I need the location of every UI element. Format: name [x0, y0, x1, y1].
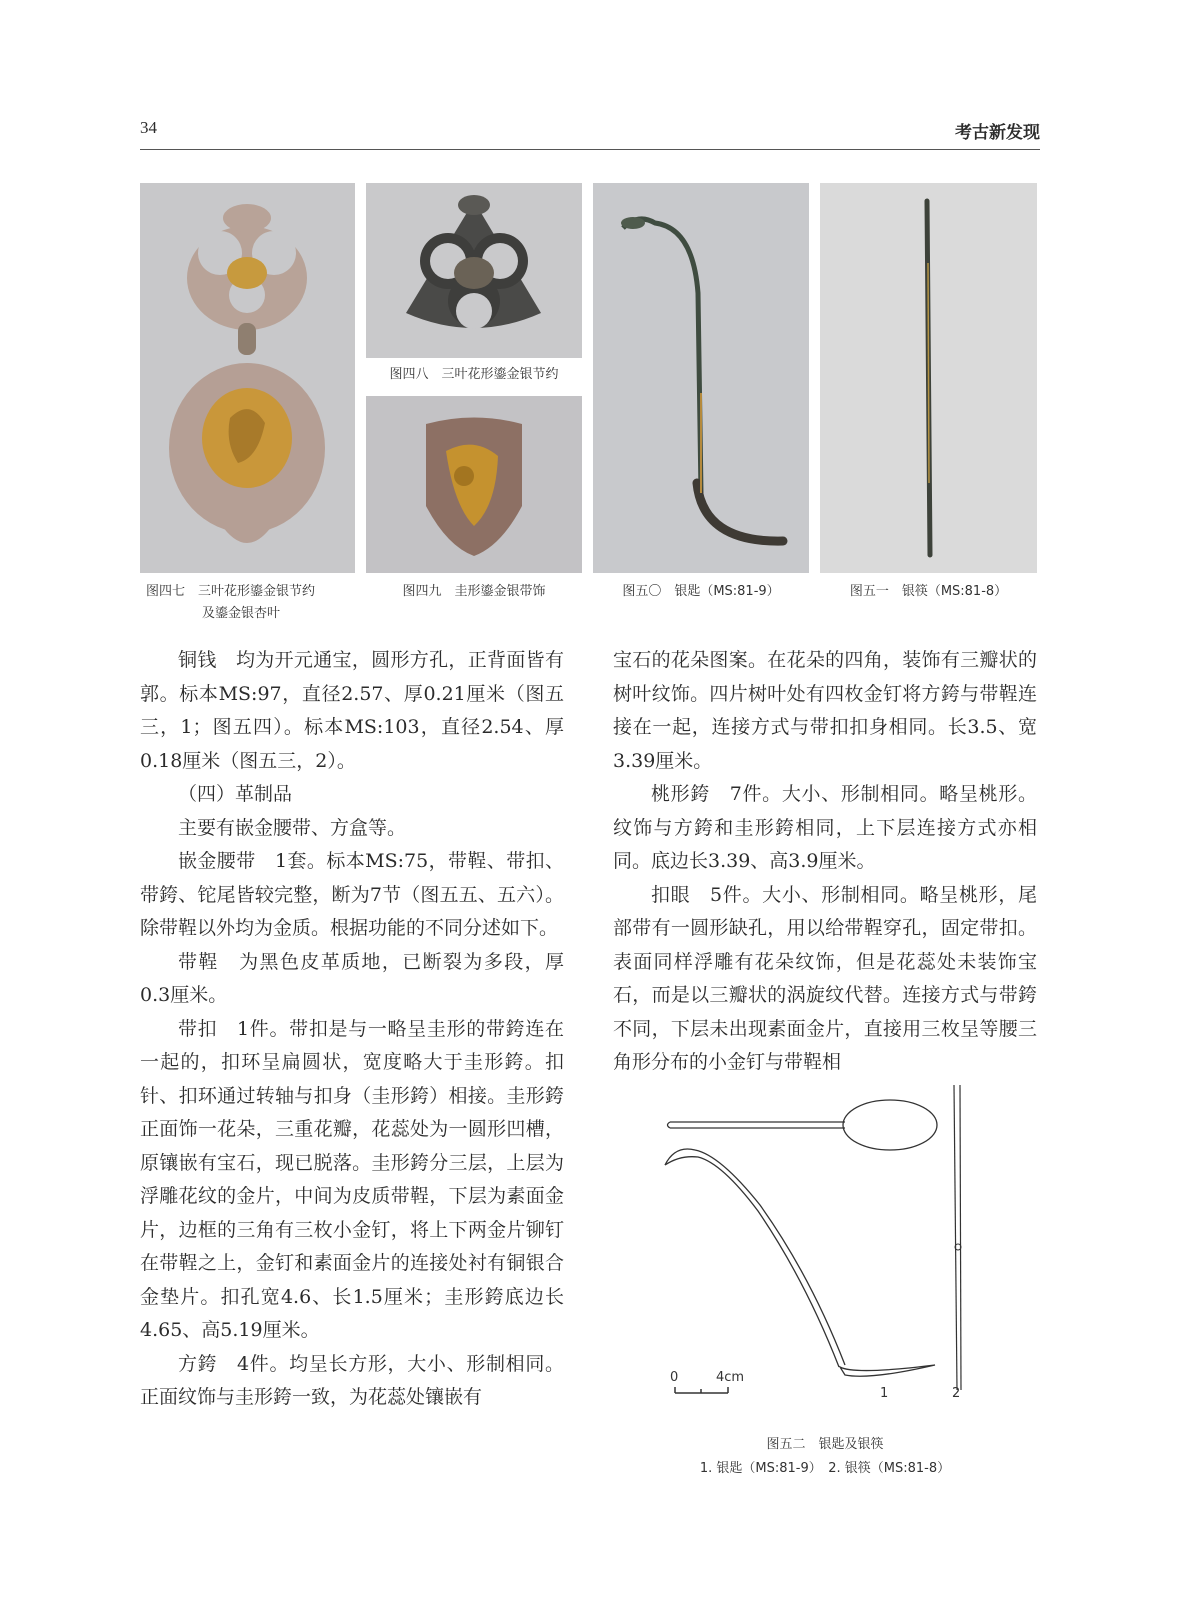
figure-49-caption: 图四九 圭形鎏金银带饰	[402, 584, 546, 599]
left-text-column	[140, 644, 564, 1415]
figure-47-caption-line1: 图四七 三叶花形鎏金银节约	[146, 584, 316, 599]
figure-50-caption: 图五〇 银匙（MS:81-9）	[622, 584, 780, 599]
paragraph-gold-belt: 嵌金腰带 1套。标本MS:75，带鞓、带扣、带銙、铊尾皆较完整，断为7节（图五五、五六）。除带鞓以外均为金质。根据功能的不同分述如下。	[140, 850, 564, 939]
journal-title: 考古新发现	[955, 123, 1040, 143]
paragraph-peach-plaques: 桃形銙 7件。大小、形制相同。略呈桃形。纹饰与方銙和圭形銙相同，上下层连接方式亦相同。底边长3.39、高3.9厘米。	[613, 783, 1037, 872]
gilt-ornament-illustration	[140, 183, 355, 573]
figure-51-caption: 图五一 银筷（MS:81-8）	[849, 584, 1008, 599]
figure-47-caption	[146, 581, 351, 625]
figure-47-photo	[140, 183, 355, 573]
figure-49-photo	[366, 396, 582, 573]
figure-52-title: 图五二 银匙及银筷	[766, 1437, 884, 1452]
paragraph-leather-intro: 主要有嵌金腰带、方盒等。	[178, 816, 407, 839]
paragraph-belt-strap: 带鞓 为黑色皮革质地，已断裂为多段，厚0.3厘米。	[140, 950, 564, 1006]
header-rule	[140, 149, 1040, 150]
drawing-label-2: 2	[952, 1386, 961, 1401]
figure-51-photo	[820, 183, 1037, 573]
figure-52-drawing	[640, 1075, 1010, 1435]
trefoil-ornament-illustration	[366, 183, 582, 358]
paragraph-square-plaques-cont: 宝石的花朵图案。在花朵的四角，装饰有三瓣状的树叶纹饰。四片树叶处有四枚金钉将方銙与带鞓连接在一起，连接方式与带扣扣身相同。长3.5、宽3.39厘米。	[613, 649, 1037, 772]
figure-50-photo	[593, 183, 809, 573]
paragraph-coins: 铜钱 均为开元通宝，圆形方孔，正背面皆有郭。标本MS:97，直径2.57、厚0.21厘米（图五三，1；图五四）。标本MS:103，直径2.54、厚0.18厘米（图五三，2）。	[140, 649, 564, 772]
drawing-label-1: 1	[880, 1386, 889, 1401]
silver-spoon-illustration	[593, 183, 809, 573]
figure-47-caption-line2: 及鎏金银杏叶	[202, 606, 281, 621]
page-number: 34	[140, 118, 157, 137]
right-text-column	[613, 644, 1037, 1080]
figure-48-caption: 图四八 三叶花形鎏金银节约	[389, 367, 559, 382]
figure-52-legend: 1. 银匙（MS:81-9） 2. 银筷（MS:81-8）	[699, 1461, 951, 1476]
figure-48-photo	[366, 183, 582, 358]
spoon-chopstick-line-drawing	[640, 1075, 1010, 1435]
silver-chopstick-illustration	[820, 183, 1037, 573]
paragraph-eyelets: 扣眼 5件。大小、形制相同。略呈桃形，尾部带有一圆形缺孔，用以给带鞓穿孔，固定带扣。表面同样浮雕有花朵纹饰，但是花蕊处未装饰宝石，而是以三瓣状的涡旋纹代替。连接方式与带銙不同，下层未出现素面金片，直接用三枚呈等腰三角形分布的小金钉与带鞓相	[613, 883, 1037, 1073]
section-heading-leather: （四）革制品	[178, 783, 293, 805]
scale-unit-label: 4cm	[716, 1370, 745, 1385]
gui-plaque-illustration	[366, 396, 582, 573]
paragraph-square-plaques: 方銙 4件。均呈长方形，大小、形制相同。正面纹饰与圭形銙一致，为花蕊处镶嵌有	[140, 1352, 564, 1408]
scale-zero-label: 0	[670, 1370, 679, 1385]
paragraph-buckle: 带扣 1件。带扣是与一略呈圭形的带銙连在一起的，扣环呈扁圆状，宽度略大于圭形銙。扣针、扣环通过转轴与扣身（圭形銙）相接。圭形銙正面饰一花朵，三重花瓣，花蕊处为一圆形凹槽，原镶嵌有宝石，现已脱落。圭形銙分三层，上层为浮雕花纹的金片，中间为皮质带鞓，下层为素面金片，边框的三角有三枚小金钉，将上下两金片铆钉在带鞓之上，金钉和素面金片的连接处衬有铜银合金垫片。扣孔宽4.6、长1.5厘米；圭形銙底边长4.65、高5.19厘米。	[140, 1017, 564, 1341]
